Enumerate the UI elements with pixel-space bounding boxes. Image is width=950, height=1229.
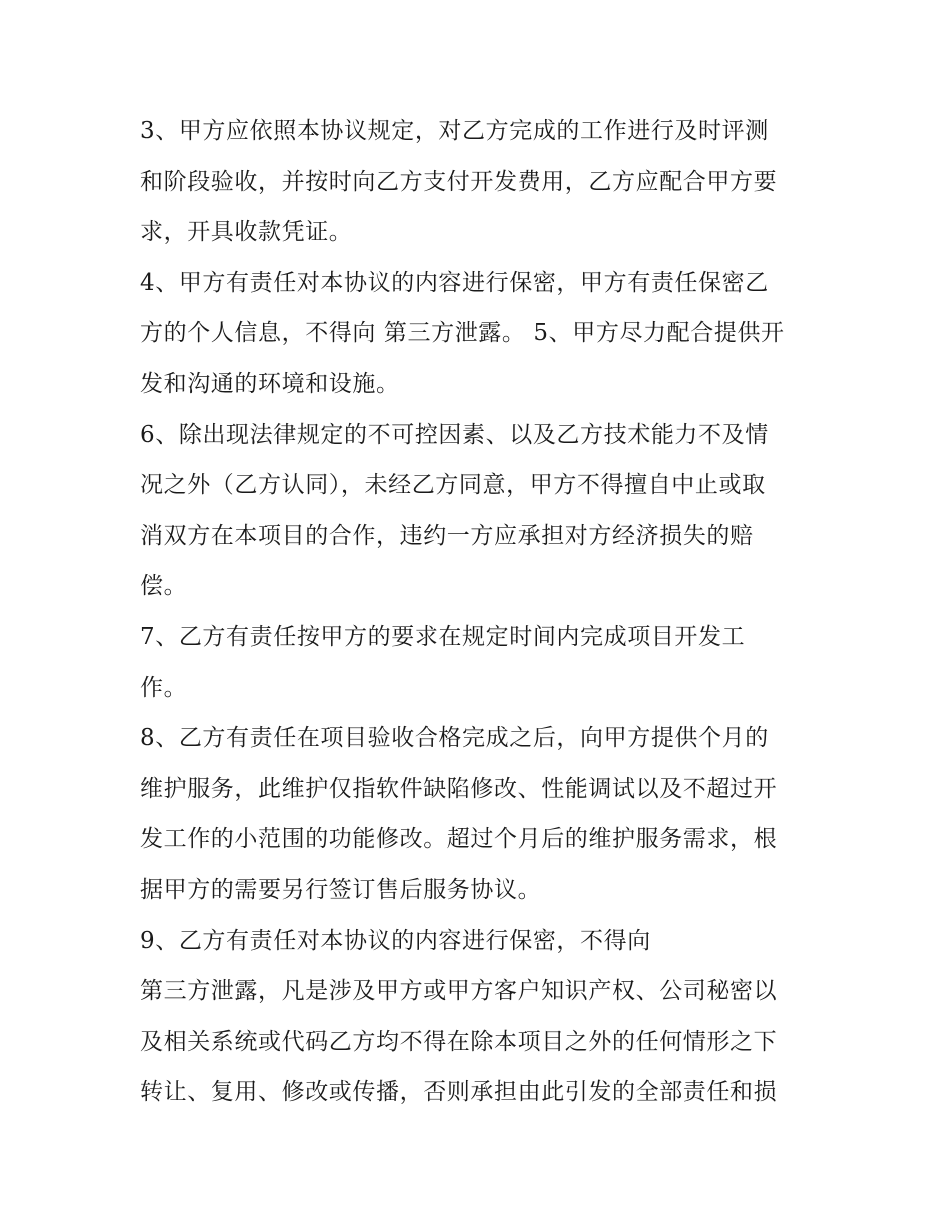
- text-line: 及相关系统或代码乙方均不得在除本项目之外的任何情形之下: [140, 1028, 778, 1055]
- text-line: 和阶段验收，并按时向乙方支付开发费用，乙方应配合甲方要: [140, 168, 778, 195]
- text-line: 据甲方的需要另行签订售后服务协议。: [140, 876, 542, 903]
- text-line: 方的个人信息，不得向 第三方泄露。 5、甲方尽力配合提供开: [140, 320, 785, 347]
- text-line: 转让、复用、修改或传播，否则承担由此引发的全部责任和损: [140, 1079, 778, 1106]
- text-line: 3、甲方应依照本协议规定，对乙方完成的工作进行及时评测: [140, 118, 769, 144]
- text-line: 偿。: [140, 573, 188, 600]
- text-line: 8、乙方有责任在项目验收合格完成之后，向甲方提供个月的: [140, 725, 769, 752]
- text-line: 发工作的小范围的功能修改。超过个月后的维护服务需求，根: [140, 826, 778, 853]
- text-line: 第三方泄露，凡是涉及甲方或甲方客户知识产权、公司秘密以: [140, 978, 778, 1005]
- text-line: 4、甲方有责任对本协议的内容进行保密，甲方有责任保密乙: [140, 269, 769, 296]
- text-line: 况之外（乙方认同），未经乙方同意，甲方不得擅自中止或取: [140, 472, 766, 499]
- text-line: 9、乙方有责任对本协议的内容进行保密，不得向: [140, 927, 651, 954]
- text-line: 7、乙方有责任按甲方的要求在规定时间内完成项目开发工: [140, 623, 746, 650]
- document-body: [140, 106, 820, 1118]
- text-line: 维护服务，此维护仅指软件缺陷修改、性能调试以及不超过开: [140, 775, 778, 802]
- text-line: 求，开具收款凭证。: [140, 219, 353, 246]
- text-line: 消双方在本项目的合作，违约一方应承担对方经济损失的赔: [140, 522, 754, 549]
- text-line: 6、除出现法律规定的不可控因素、以及乙方技术能力不及情: [140, 421, 769, 448]
- text-line: 发和沟通的环境和设施。: [140, 370, 400, 397]
- text-line: 作。: [140, 674, 188, 701]
